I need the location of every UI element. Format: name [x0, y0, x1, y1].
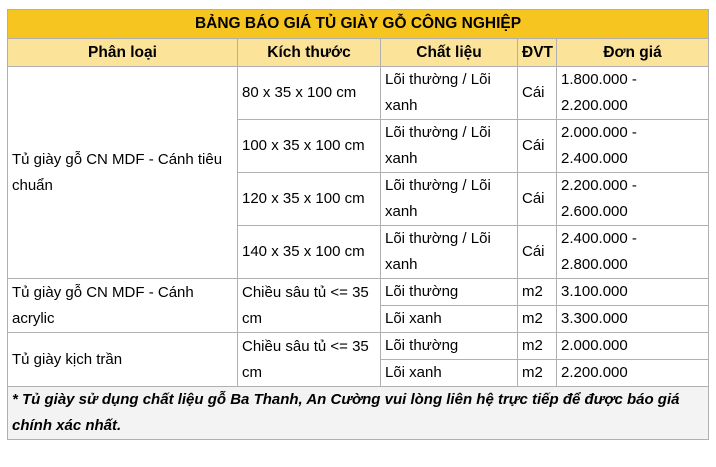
- table-row: [8, 279, 709, 306]
- size-cell: Chiều sâu tủ <= 35 cm: [238, 279, 381, 333]
- price-cell: 2.400.000 - 2.800.000: [557, 226, 709, 279]
- price-cell: 3.100.000: [557, 279, 709, 306]
- material-cell: Lõi thường / Lõi xanh: [381, 120, 518, 173]
- size-cell: 120 x 35 x 100 cm: [238, 173, 381, 226]
- material-cell: Lõi thường / Lõi xanh: [381, 67, 518, 120]
- price-table-container: [7, 9, 709, 440]
- header-material: Chất liệu: [381, 39, 518, 67]
- unit-cell: Cái: [518, 120, 557, 173]
- header-price: Đơn giá: [557, 39, 709, 67]
- material-cell: Lõi thường: [381, 333, 518, 360]
- price-cell: 2.200.000: [557, 360, 709, 387]
- header-category: Phân loại: [8, 39, 238, 67]
- size-cell: 140 x 35 x 100 cm: [238, 226, 381, 279]
- price-cell: 3.300.000: [557, 306, 709, 333]
- material-cell: Lõi xanh: [381, 360, 518, 387]
- table-row: [8, 333, 709, 360]
- material-cell: Lõi xanh: [381, 306, 518, 333]
- unit-cell: m2: [518, 279, 557, 306]
- size-cell: 100 x 35 x 100 cm: [238, 120, 381, 173]
- category-cell: Tủ giày gỗ CN MDF - Cánh acrylic: [8, 279, 238, 333]
- table-header-row: [8, 39, 709, 67]
- material-cell: Lõi thường: [381, 279, 518, 306]
- header-size: Kích thước: [238, 39, 381, 67]
- price-cell: 2.000.000 - 2.400.000: [557, 120, 709, 173]
- table-title: BẢNG BÁO GIÁ TỦ GIÀY GỖ CÔNG NGHIỆP: [8, 10, 709, 39]
- table-title-row: [8, 10, 709, 39]
- size-cell: Chiều sâu tủ <= 35 cm: [238, 333, 381, 387]
- price-cell: 1.800.000 - 2.200.000: [557, 67, 709, 120]
- unit-cell: Cái: [518, 67, 557, 120]
- material-cell: Lõi thường / Lõi xanh: [381, 173, 518, 226]
- unit-cell: Cái: [518, 173, 557, 226]
- price-cell: 2.000.000: [557, 333, 709, 360]
- header-unit: ĐVT: [518, 39, 557, 67]
- size-cell: 80 x 35 x 100 cm: [238, 67, 381, 120]
- category-cell: Tủ giày gỗ CN MDF - Cánh tiêu chuẩn: [8, 67, 238, 279]
- price-table: [7, 9, 709, 440]
- material-cell: Lõi thường / Lõi xanh: [381, 226, 518, 279]
- unit-cell: m2: [518, 333, 557, 360]
- table-row: [8, 67, 709, 120]
- unit-cell: m2: [518, 360, 557, 387]
- category-cell: Tủ giày kịch trần: [8, 333, 238, 387]
- unit-cell: m2: [518, 306, 557, 333]
- note-row: [8, 387, 709, 440]
- unit-cell: Cái: [518, 226, 557, 279]
- price-note: * Tủ giày sử dụng chất liệu gỗ Ba Thanh, An Cường vui lòng liên hệ trực tiếp để được báo giá chính xác nhất.: [8, 387, 709, 440]
- price-cell: 2.200.000 - 2.600.000: [557, 173, 709, 226]
